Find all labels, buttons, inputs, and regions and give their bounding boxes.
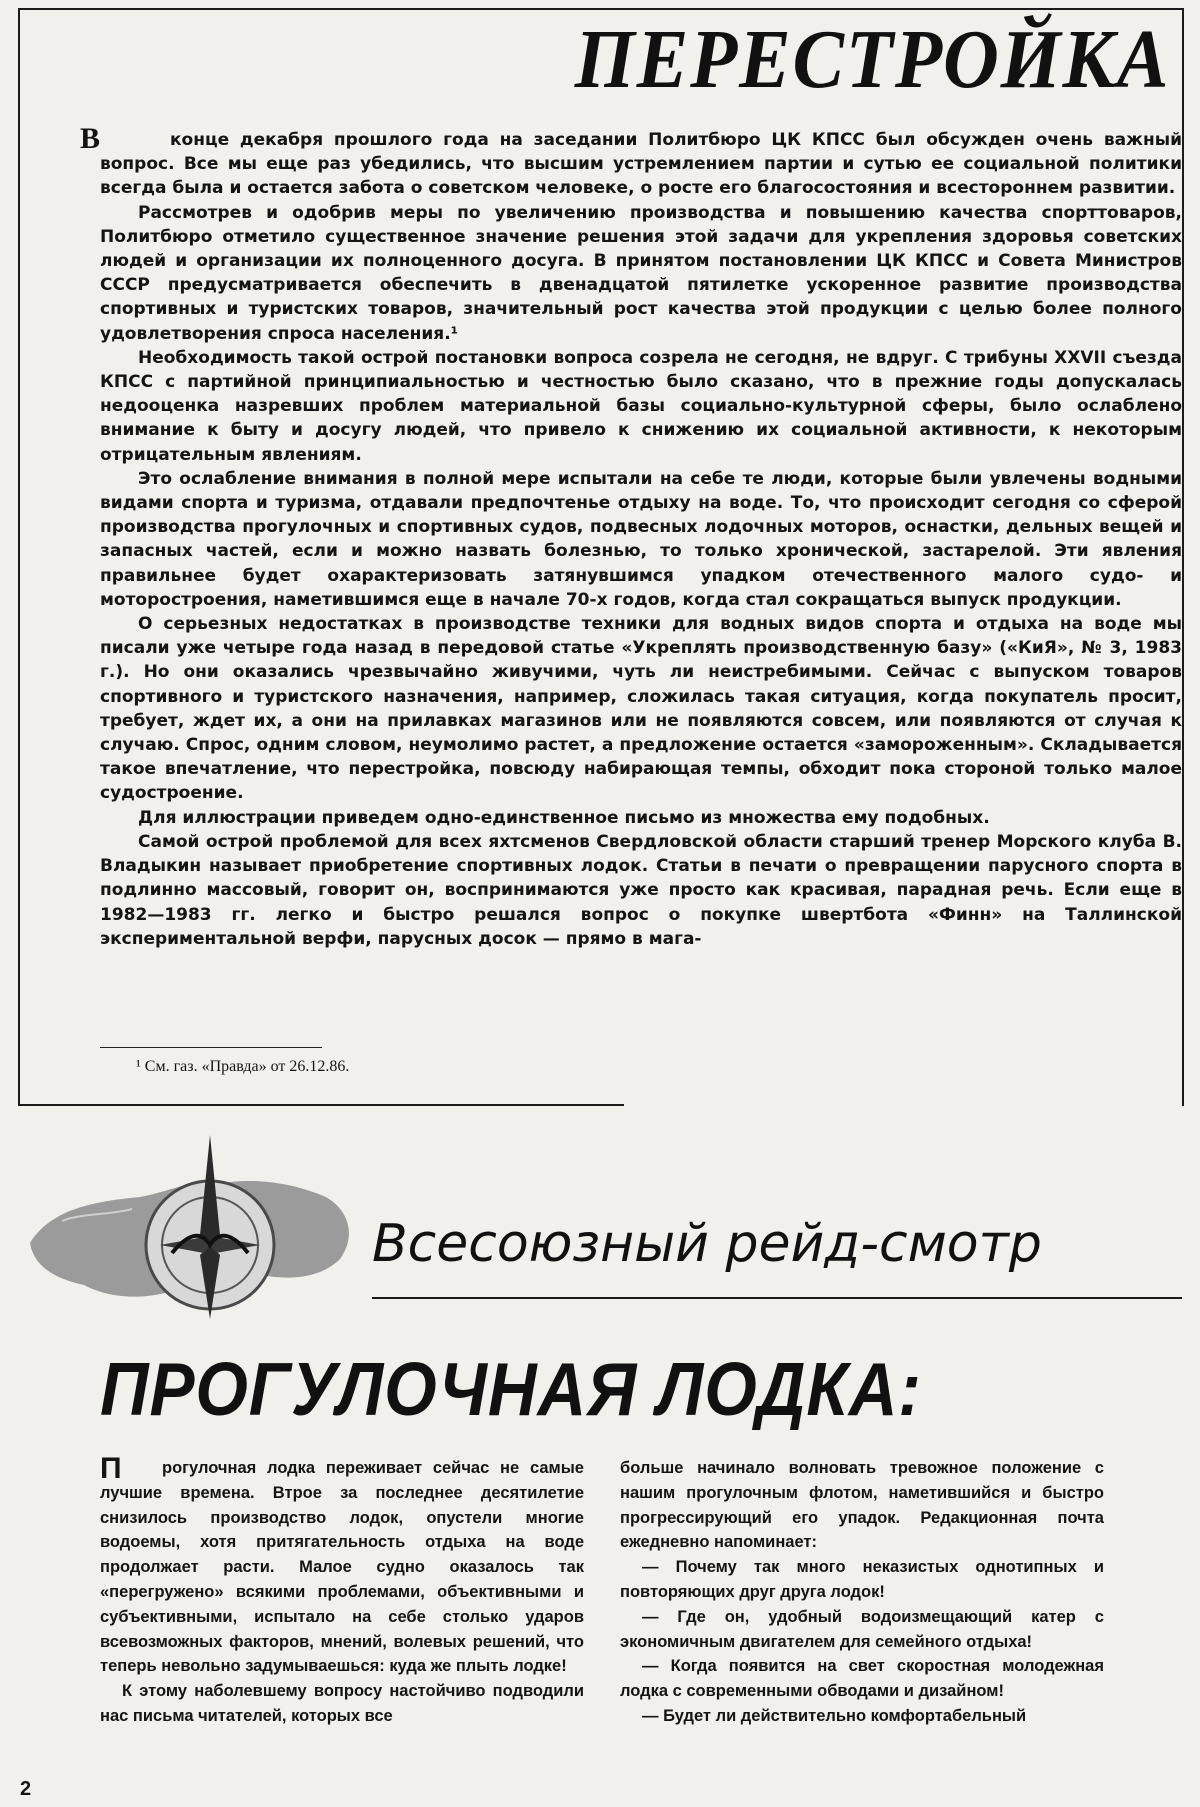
footnote-rule [100, 1047, 322, 1048]
article-body [100, 128, 1182, 951]
article-drop-cap: В [80, 122, 101, 155]
article-paragraph: Самой острой проблемой для всех яхтсменов Свердловской области старший тренер Морского клуба В. Владыкин называет приобретение спортивных лодок. Статьи в печати о превращении парусного спорта в подлинно массовый, говорит он, воспринимаются уже просто как красивая, парадная речь. Если еще в 1982—1983 гг. легко и быстро решался вопрос о покупке швертбота «Финн» на Таллинской экспериментальной верфи, парусных досок — прямо в мага- [100, 831, 1182, 949]
article-paragraph: Это ослабление внимания в полной мере испытали на себе те люди, которые были увлечены водными видами спорта и туризма, отдавали предпочтенье отдыху на воде. То, что происходит сегодня со сферой производства прогулочных и спортивных судов, подвесных лодочных моторов, оснастки, дельных вещей и запасных частей, если и можно назвать болезнью, то только хронической, застарелой. Эти явления правильнее будет охарактеризовать затянувшимся упадком отечественного малого судо- и моторостроения, наметившимся еще в начале 70-х годов, когда стал сокращаться выпуск продукции. [100, 468, 1182, 610]
column-paragraph: рогулочная лодка переживает сейчас не самые лучшие времена. Втрое за последнее десятилетие снизилось производство лодок, опустели многие водоемы, хотя притягательность отдыха на воде продолжает расти. Малое судно оказалось так «перегружено» всякими проблемами, объективными и субъективными, испытало на себе столько ударов всевозможных факторов, мнений, волевых решений, что теперь невольно задумываешься: куда же плыть лодке! [100, 1459, 584, 1676]
article-frame-bottom [18, 1104, 624, 1106]
compass-map-icon [22, 1125, 360, 1325]
article-paragraph: О серьезных недостатках в производстве техники для водных видов спорта и отдыха на воде мы писали уже четыре года назад в передовой статье «Укреплять производственную базу» («КиЯ», № 3, 1983 г.). Но они оказались чрезвычайно живучими, чуть ли неистребимыми. Сейчас с выпуском товаров спортивного и туристского назначения, например, сложилась такая ситуация, когда покупатель просит, требует, ждет их, а они на прилавках магазинов или не появляются совсем, или появляются от случая к случаю. Спрос, одним словом, неумолимо растет, а предложение остается «замороженным». Складывается такое впечатление, что перестройка, повсюду набирающая темпы, обходит пока стороной только малое судостроение. [100, 614, 1182, 804]
article-paragraph: конце декабря прошлого года на заседании Политбюро ЦК КПСС был обсужден очень важный вопрос. Все мы еще раз убедились, что высшим устремлением партии и сутью ее социальной политики всегда была и остается забота о советском человеке, о росте его благосостояния и всестороннем развитии. [100, 130, 1182, 199]
rubric-rule [372, 1297, 1182, 1299]
rubric-title: Всесоюзный рейд-смотр [372, 1214, 1042, 1274]
column-paragraph: — Почему так много неказистых однотипных и повторяющих друг друга лодок! [620, 1558, 1104, 1601]
article-paragraph: Необходимость такой острой постановки вопроса созрела не сегодня, не вдруг. С трибуны XXVII съезда КПСС с партийной принципиальностью и честностью было сказано, что в прежние годы допускалась недооценка назревших проблем материальной базы социально-культурной сферы, было ослаблено внимание к быту и досугу людей, что привело к снижению их социальной активности, к некоторым отрицательным явлениям. [100, 347, 1182, 465]
section-title: ПРОГУЛОЧНАЯ ЛОДКА: [100, 1347, 922, 1431]
article-paragraph: Для иллюстрации приведем одно-единственное письмо из множества ему подобных. [138, 807, 990, 828]
section-drop-cap: П [100, 1452, 122, 1485]
left-column [100, 1456, 584, 1729]
page-number: 2 [20, 1778, 32, 1800]
right-column [620, 1456, 1104, 1729]
column-paragraph: — Будет ли действительно комфортабельный [642, 1706, 1027, 1725]
footnote: ¹ См. газ. «Правда» от 26.12.86. [136, 1058, 350, 1075]
article-title: ПЕРЕСТРОЙКА [574, 13, 1170, 106]
article-paragraph: Рассмотрев и одобрив меры по увеличению производства и повышению качества спорттоваров, Политбюро отметило существенное значение решения этой задачи для укрепления здоровья советских людей и организации их полноценного досуга. В принятом постановлении ЦК КПСС и Совета Министров СССР предусматривается обеспечить в двенадцатой пятилетке ускоренное развитие производства спортивных и туристских товаров, значительный рост качества этой продукции с целью более полного удовлетворения спроса населения.¹ [100, 202, 1182, 344]
column-paragraph: К этому наболевшему вопросу настойчиво подводили нас письма читателей, которых все [100, 1682, 584, 1725]
column-paragraph: — Где он, удобный водоизмещающий катер с экономичным двигателем для семейного отдыха! [620, 1607, 1104, 1651]
column-paragraph: больше начинало волновать тревожное положение с нашим прогулочным флотом, наметившийся и быстро прогрессирующий его упадок. Редакционная почта ежедневно напоминает: [620, 1459, 1104, 1552]
column-paragraph: — Когда появится на свет скоростная молодежная лодка с современными обводами и дизайном! [620, 1657, 1104, 1701]
